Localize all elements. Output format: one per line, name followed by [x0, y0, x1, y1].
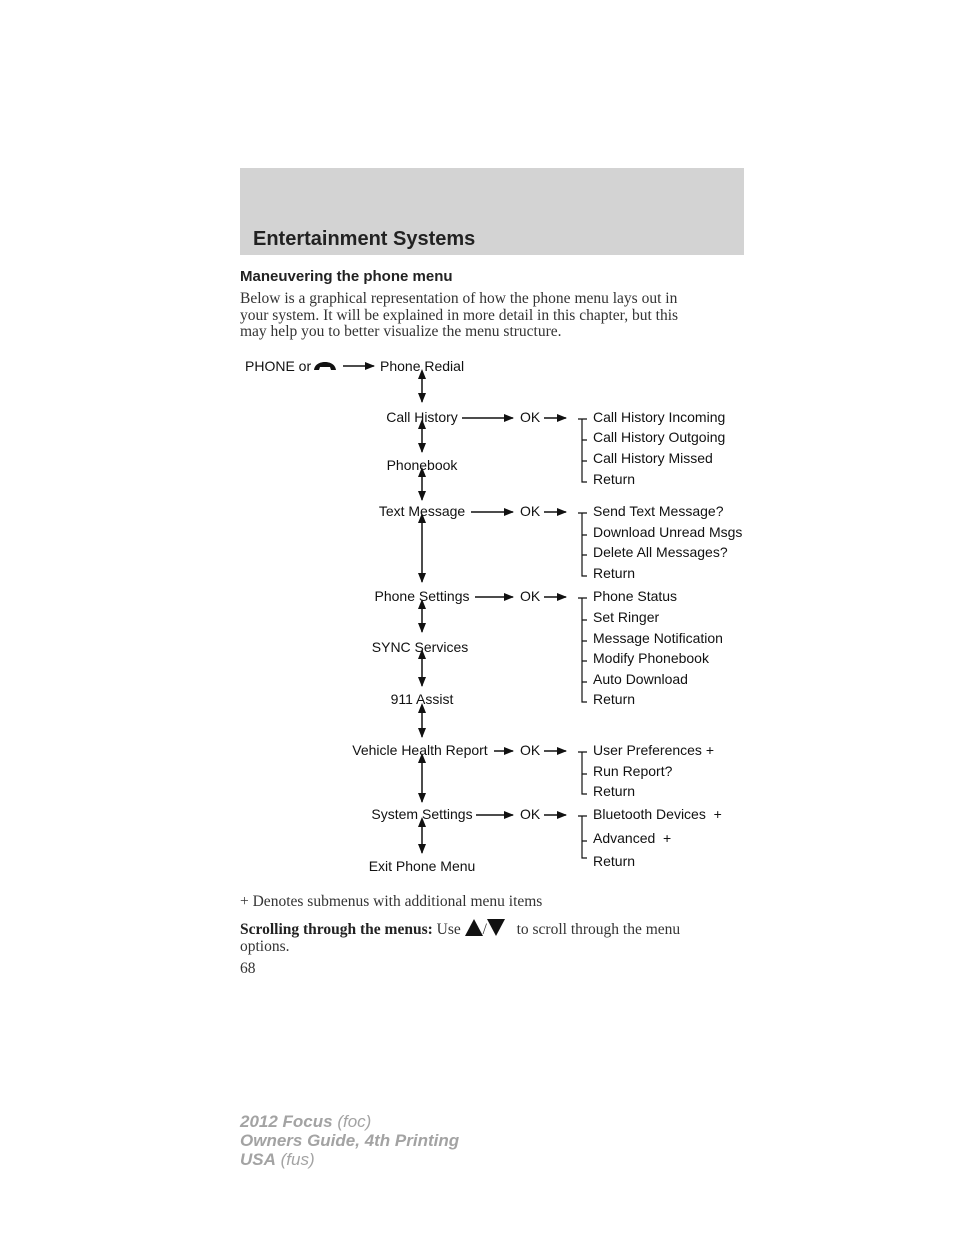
menu-item-system-settings: System Settings — [371, 806, 473, 822]
ok-label: OK — [520, 409, 541, 425]
menu-item-911-assist: 911 Assist — [390, 691, 454, 707]
phone-redial-label: Phone Redial — [380, 358, 465, 374]
submenu-connectors — [544, 418, 566, 815]
phone-button-label: PHONE or — [245, 358, 312, 374]
footer — [240, 1112, 459, 1169]
ok-label: OK — [520, 806, 541, 822]
submenu-item: Download Unread Msgs — [593, 524, 743, 540]
submenu-item: Call History Incoming — [593, 409, 726, 425]
arrow-up-icon — [465, 919, 483, 936]
scrolling-label: Scrolling through the menus: — [240, 921, 433, 938]
submenu-item: Call History Outgoing — [593, 429, 726, 445]
chapter-title: Entertainment Systems — [253, 228, 476, 250]
scrolling-text: Use — [436, 921, 461, 938]
scrolling-text: to scroll through the menu — [516, 921, 681, 938]
section-title: Maneuvering the phone menu — [240, 268, 453, 285]
menu-item-text-message: Text Message — [378, 503, 466, 519]
menu-item-phonebook: Phonebook — [386, 457, 458, 473]
page-number: 68 — [240, 960, 256, 977]
intro-line: may help you to better visualize the menu structure. — [240, 323, 562, 340]
footer-model: 2012 Focus — [240, 1112, 333, 1131]
footer-edition: Owners Guide, 4th Printing — [240, 1131, 460, 1150]
submenu-item: Modify Phonebook — [593, 650, 709, 666]
submenu-item: Return — [593, 783, 636, 799]
menu-item-vehicle-health-report: Vehicle Health Report — [352, 742, 488, 758]
intro-line: your system. It will be explained in more detail in this chapter, but this — [240, 306, 679, 324]
scrolling-separator: / — [482, 921, 487, 938]
menu-item-sync-services: SYNC Services — [371, 639, 469, 655]
phone-handset-icon — [314, 362, 336, 370]
ok-label: OK — [520, 742, 541, 758]
submenu-item: Set Ringer — [593, 609, 660, 625]
menu-item-exit-phone-menu: Exit Phone Menu — [368, 858, 476, 874]
submenu-item: Send Text Message? — [593, 503, 724, 519]
ok-label: OK — [520, 588, 541, 604]
footer-market: USA — [240, 1150, 276, 1169]
submenu-item: Call History Missed — [593, 450, 713, 466]
submenu-item: Message Notification — [593, 630, 723, 646]
menu-item-call-history: Call History — [386, 409, 458, 425]
menu-item-phone-settings: Phone Settings — [374, 588, 470, 604]
submenu-item: Delete All Messages? — [593, 544, 728, 560]
ok-label: OK — [520, 503, 541, 519]
scrolling-paragraph — [240, 919, 680, 939]
submenu-item: Run Report? — [593, 763, 673, 779]
intro-line: Below is a graphical representation of how the phone menu lays out in — [240, 290, 678, 307]
submenu-item: Return — [593, 853, 636, 869]
submenu-item: User Preferences + — [593, 742, 714, 758]
submenu-item: Advanced + — [593, 830, 672, 846]
arrow-down-icon — [487, 919, 505, 936]
footer-market-code: (fus) — [280, 1150, 315, 1169]
footer-model-code: (foc) — [337, 1112, 372, 1131]
submenu-item: Return — [593, 691, 636, 707]
submenu-brackets — [578, 419, 587, 858]
submenu-item: Auto Download — [593, 671, 688, 687]
submenu-item: Return — [593, 471, 636, 487]
submenu-note: + Denotes submenus with additional menu items — [240, 893, 543, 910]
submenu-item: Return — [593, 565, 636, 581]
scrolling-text: options. — [240, 938, 290, 955]
submenu-item: Bluetooth Devices + — [593, 806, 722, 822]
submenu-item: Phone Status — [593, 588, 678, 604]
